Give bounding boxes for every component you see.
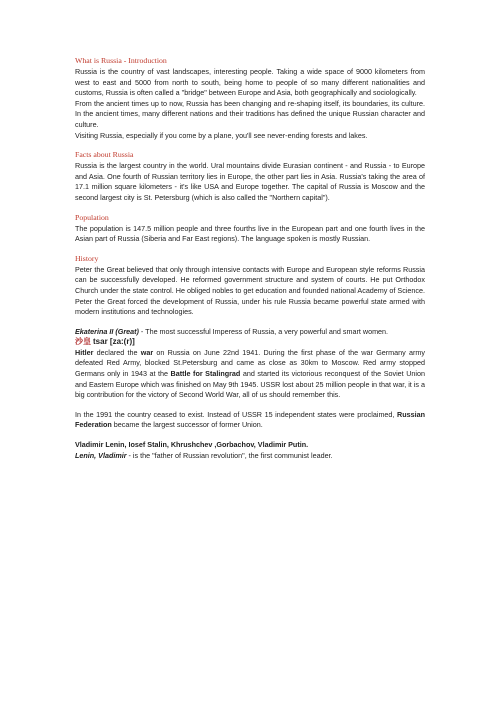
document-page: [75, 56, 425, 470]
ekaterina-text: - The most successful Imperess of Russia, a very powerful and smart women.: [138, 326, 389, 336]
tsar-chinese: 沙皇: [75, 337, 91, 347]
history-section: [75, 254, 425, 462]
population-heading: Population: [75, 212, 109, 222]
ekaterina-label: Ekaterina II (Great): [75, 326, 139, 336]
ussr-text-1: In the 1991 the country ceased to exist. Instead of USSR 15 independent states were proclaimed,: [75, 409, 398, 419]
intro-paragraph-3: Visiting Russia, especially if you come by a plane, you'll see never-ending forests and lakes.: [75, 130, 368, 140]
facts-section: [75, 150, 425, 203]
ekaterina-paragraph: [75, 327, 425, 338]
lenin-text: - is the "father of Russian revolution", the first communist leader.: [126, 450, 333, 460]
tsar-term: [75, 337, 425, 348]
intro-section: [75, 56, 425, 141]
population-section: [75, 213, 425, 245]
war-word: war: [140, 347, 154, 357]
lenin-paragraph: [75, 451, 425, 462]
facts-heading: Facts about Russia: [75, 150, 134, 160]
war-text-1: declared the: [93, 347, 141, 357]
lenin-label: Lenin, Vladimir: [75, 450, 127, 460]
war-paragraph: [75, 348, 425, 401]
intro-paragraph-1: Russia is the country of vast landscapes, interesting people. Taking a wide space of 9000 kilometers from west to east and 5000 from north to south, being home to people of so many different nationalities and customs, Russia is often called a "bridge" between Europe and Asia, both geographically and sociologically.: [75, 67, 425, 98]
ussr-paragraph: [75, 410, 425, 431]
war-text-3: and started its victorious reconquest of the Soviet Union and Eastern Europe which was finished on May 9th 1945. USSR lost about 25 million people in that war, it is a big contribution for the victory of Second World War, all of us should remember this.: [75, 369, 425, 400]
war-text-2: on Russia on June 22nd 1941. During the first phase of the war Germany army defeated Red Army, blocked St.Petersburg and came as close as 30km to Moscow. Red army stopped Germans only in 1943 at the: [75, 347, 425, 379]
intro-heading: What is Russia - Introduction: [75, 56, 167, 65]
ussr-text-2: became the largest successor of former Union.: [111, 420, 263, 430]
leaders-line: Vladimir Lenin, Iosef Stalin, Khrushchev ,Gorbachov, Vladimir Putin.: [75, 440, 309, 450]
population-paragraph: The population is 147.5 million people and three fourths live in the European part and one fourth lives in the Asian part of Russia (Siberia and Far East regions). The language spoken is mostly Russian.: [75, 223, 425, 244]
federation-word: Russian Federation: [75, 409, 425, 430]
facts-paragraph: Russia is the largest country in the world. Ural mountains divide Eurasian continent - and Russia - to Europe and Asia. One fourth of Russian territory lies in Europe, the other part lies in Asia. Russia's taking the area of 17.1 million square kilometers - it's like USA and Europe together. The capital of Russia is Moscow and the second largest city is St. Petersburg (which is also called the "Northern capital").: [75, 161, 425, 202]
intro-paragraph-2: From the ancient times up to now, Russia has been changing and re-shaping itself, its boundaries, its culture. In the ancient times, many different nations and their traditions has defined the unique Russian character and culture.: [75, 98, 425, 129]
history-paragraph: Peter the Great believed that only through intensive contacts with Europe and European style reforms Russia can be successfully developed. He reformed government structure and system of courts. He put Orthodox Church under the state control. He obliged nobles to get education and founded national Academy of Science. Peter the Great forced the development of Russia, under his rule Russia became powerful state armed with modern institutions and technologies.: [75, 264, 425, 317]
stalingrad-word: Battle for Stalingrad: [170, 369, 241, 379]
history-heading: History: [75, 253, 99, 263]
tsar-word: tsar [za:(r)]: [93, 337, 135, 347]
hitler-word: Hitler: [75, 347, 94, 357]
